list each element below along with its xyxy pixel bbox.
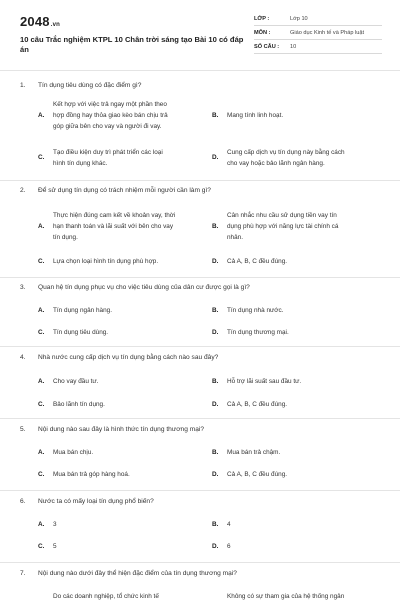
meta-key: MÔN :	[254, 30, 271, 36]
option-letter: A.	[38, 223, 45, 230]
option-letter: A.	[38, 112, 45, 119]
option-text-line: Cho vay đầu tư.	[53, 378, 99, 385]
option-letter: B.	[212, 223, 219, 230]
question-number: 1.	[20, 82, 26, 89]
option-text-line: Cả A, B, C đều đúng.	[227, 471, 288, 478]
divider	[0, 277, 400, 278]
option-text-line: Tín dụng ngân hàng.	[53, 307, 112, 314]
option-text-line: Lựa chọn loại hình tín dụng phù hợp.	[53, 258, 159, 265]
question-number: 5.	[20, 426, 26, 433]
option-letter: B.	[212, 449, 219, 456]
divider	[0, 70, 400, 71]
question-text: Nhà nước cung cấp dịch vụ tín dụng bằng cách nào sau đây?	[38, 354, 219, 361]
meta-table	[254, 12, 382, 54]
option-letter: C.	[38, 471, 45, 478]
meta-row-count	[254, 40, 382, 54]
option-text-line: nhân.	[227, 234, 243, 241]
meta-value: 10	[290, 44, 297, 50]
question-text: Nước ta có mấy loại tín dụng phổ biến?	[38, 498, 154, 505]
question-text: Quan hệ tín dụng phục vụ cho việc tiêu dùng của dân cư được gọi là gì?	[38, 284, 250, 291]
option-text-line: Cả A, B, C đều đúng.	[227, 258, 288, 265]
option-text-line: Tín dụng tiêu dùng.	[53, 329, 109, 336]
option-text-line: Cung cấp dịch vụ tín dụng này bằng cách	[227, 149, 345, 156]
option-letter: D.	[212, 401, 219, 408]
question-text: Tín dụng tiêu dùng có đặc điểm gì?	[38, 82, 142, 89]
option-text-line: Mang tính linh hoạt.	[227, 112, 284, 119]
document-title: 10 câu Trắc nghiệm KTPL 10 Chân trời sáng tạo Bài 10 có đáp án	[20, 35, 244, 54]
option-letter: C.	[38, 258, 45, 265]
option-letter: B.	[212, 378, 219, 385]
option-text-line: 5	[53, 543, 57, 550]
meta-row-grade	[254, 12, 382, 26]
divider	[0, 562, 400, 563]
option-letter: D.	[212, 154, 219, 161]
question-text: Nội dung nào sau đây là hình thức tín dụng thương mại?	[38, 426, 205, 433]
option-text-line: Tín dụng nhà nước.	[227, 307, 284, 314]
meta-key: SỐ CÂU :	[254, 44, 280, 50]
option-text-line: Do các doanh nghiệp, tổ chức kinh tế	[53, 593, 159, 600]
option-text-line: Không có sự tham gia của hệ thống ngân	[227, 593, 345, 600]
question-text: Nội dung nào dưới đây thể hiện đặc điểm của tín dụng thương mại?	[38, 570, 237, 577]
option-text-line: góp giữa bên cho vay và người đi vay.	[53, 123, 162, 130]
option-text-line: Mua bán chịu.	[53, 449, 94, 456]
meta-row-subject	[254, 26, 382, 40]
option-letter: A.	[38, 307, 45, 314]
option-text-line: hình tín dụng khác.	[53, 160, 108, 167]
option-text-line: 6	[227, 543, 231, 550]
option-letter: C.	[38, 543, 45, 550]
divider	[0, 180, 400, 181]
site-logo[interactable]: 2048.vn	[20, 14, 61, 29]
option-letter: D.	[212, 471, 219, 478]
option-text-line: hạn thanh toán và lãi suất với bên cho vay	[53, 223, 174, 230]
option-letter: A.	[38, 449, 45, 456]
option-b[interactable]	[212, 211, 382, 245]
option-letter: A.	[38, 378, 45, 385]
option-letter: D.	[212, 329, 219, 336]
question-number: 7.	[20, 570, 26, 577]
option-c[interactable]	[38, 148, 208, 172]
option-text-line: Mua bán trả góp hàng hoá.	[53, 471, 130, 478]
option-letter: C.	[38, 154, 45, 161]
question-text: Để sử dụng tín dụng có trách nhiệm mỗi người cần làm gì?	[38, 187, 211, 194]
option-text-line: Bảo lãnh tín dụng.	[53, 401, 105, 408]
option-letter: C.	[38, 329, 45, 336]
option-letter: D.	[212, 543, 219, 550]
option-text-line: Cả A, B, C đều đúng.	[227, 401, 288, 408]
divider	[0, 490, 400, 491]
option-text-line: Tạo điều kiện duy trì phát triển các loại	[53, 149, 163, 156]
option-text-line: tín dụng.	[53, 234, 78, 241]
question-number: 2.	[20, 187, 26, 194]
header	[20, 12, 382, 64]
option-a[interactable]	[38, 211, 210, 245]
option-letter: C.	[38, 401, 45, 408]
question-number: 3.	[20, 284, 26, 291]
meta-key: LỚP :	[254, 16, 270, 22]
option-letter: D.	[212, 258, 219, 265]
option-letter: B.	[212, 521, 219, 528]
option-text-line: Mua bán trả chậm.	[227, 449, 281, 456]
option-text-line: Tín dụng thương mại.	[227, 329, 289, 336]
option-letter: A.	[38, 521, 45, 528]
option-text-line: dụng phù hợp với năng lực tài chính cá	[227, 223, 339, 230]
option-text-line: cho vay hoặc bảo lãnh ngân hàng.	[227, 160, 325, 167]
option-a[interactable]	[38, 100, 208, 134]
meta-value: Giáo dục Kinh tế và Pháp luật	[290, 30, 365, 36]
divider	[0, 346, 400, 347]
option-text-line: hợp đồng hay thỏa giao kèo bán chịu trả	[53, 112, 168, 119]
option-d[interactable]	[212, 148, 382, 172]
option-text-line: Cân nhắc nhu cầu sử dụng tiền vay tín	[227, 212, 337, 219]
option-text-line: Kết hợp với việc trả ngay một phần theo	[53, 101, 167, 108]
option-text-line: Thực hiện đúng cam kết về khoản vay, thời	[53, 212, 176, 219]
option-text-line: Hỗ trợ lãi suất sau đầu tư.	[227, 378, 302, 385]
meta-value: Lớp 10	[290, 16, 308, 22]
option-letter: B.	[212, 112, 219, 119]
question-number: 6.	[20, 498, 26, 505]
question-number: 4.	[20, 354, 26, 361]
option-text-line: 4	[227, 521, 231, 528]
option-text-line: 3	[53, 521, 57, 528]
divider	[0, 418, 400, 419]
option-letter: B.	[212, 307, 219, 314]
